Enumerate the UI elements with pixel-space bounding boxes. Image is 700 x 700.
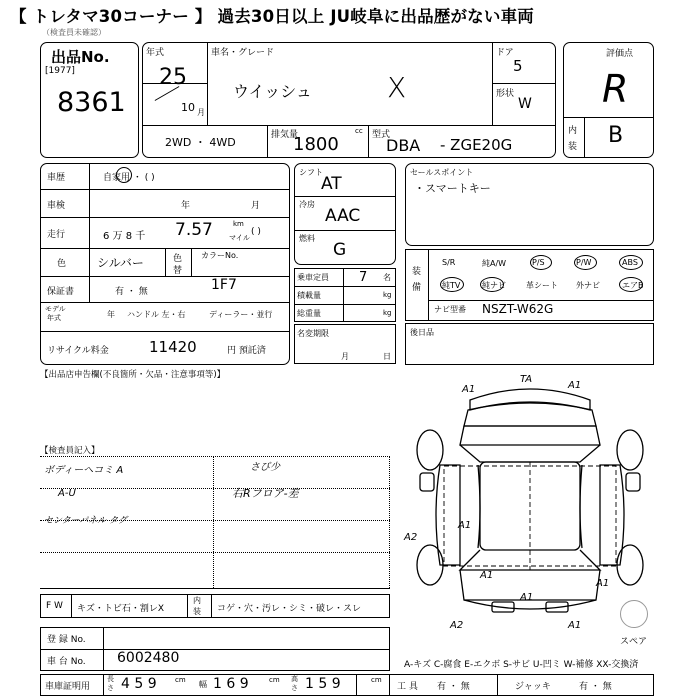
recycle-value: 11420 <box>149 338 197 356</box>
mileage-unit-mile: マイル <box>229 234 250 242</box>
shape-value: W <box>518 96 532 112</box>
after-box <box>405 323 654 365</box>
equip-abs-circle <box>619 255 643 270</box>
fuel-value: G <box>333 240 347 260</box>
load-label: 積載量 <box>297 291 321 300</box>
color-code: 1F7 <box>211 277 237 293</box>
color-value: シルバー <box>97 256 144 270</box>
cert-width: 1 6 9 <box>213 676 249 692</box>
year-month: 10 <box>181 101 195 114</box>
history-circle <box>116 167 132 183</box>
cert-width-unit: cm <box>269 676 280 684</box>
expiry-day: 日 <box>383 352 391 361</box>
shape-label: 形状 <box>496 89 515 99</box>
spec-box <box>294 163 396 265</box>
cert-row <box>40 674 390 696</box>
registration-box <box>40 627 390 671</box>
displacement-value: 1800 <box>293 134 339 155</box>
equipment-label-2: 備 <box>412 283 422 293</box>
equip-airbag: エアB <box>622 281 644 290</box>
cert-length-label: 長さ <box>107 675 114 692</box>
inspection-year: 年 <box>181 201 191 211</box>
fuel-label: 燃料 <box>299 234 315 243</box>
mark-rear-left: A2 <box>450 620 464 631</box>
jack-value: 有 ・ 無 <box>579 682 612 692</box>
capacity-box <box>294 268 396 322</box>
shift-label: シフト <box>299 168 323 177</box>
fw-interior-1: 内 <box>193 596 201 605</box>
tools-label: 工 具 <box>397 682 418 692</box>
mark-front-right: A1 <box>568 380 582 391</box>
mark-rear-bumper: A1 <box>480 570 494 581</box>
chassis-value: 6002480 <box>117 650 180 666</box>
equip-ps: P/S <box>532 258 545 267</box>
warranty-value: 有 ・ 無 <box>115 287 148 297</box>
sales-label: セールスポイント <box>410 168 474 177</box>
fw-label: F W <box>46 601 63 611</box>
equip-ps-circle <box>530 255 552 270</box>
recycle-label: リサイクル料金 <box>47 346 109 356</box>
tools-row <box>356 674 654 696</box>
fw-interior-items: コゲ・穴・汚レ・シミ・破レ・スレ <box>217 604 362 614</box>
cert-height: 1 5 9 <box>305 676 341 692</box>
after-label: 後日品 <box>410 328 434 337</box>
displacement-unit: cc <box>355 127 363 135</box>
cert-height-label: 高さ <box>291 675 298 692</box>
chassis-label: 車 台 No. <box>47 657 86 667</box>
ac-label: 冷房 <box>299 200 315 209</box>
navi-model-label: ナビ型番 <box>434 305 466 314</box>
capacity-value: 7 <box>359 270 368 285</box>
inspection-month: 月 <box>251 201 261 211</box>
model-year-year: 年 <box>107 310 115 319</box>
inspector-right-1: さび少 <box>250 462 280 473</box>
type-prefix: DBA <box>386 136 421 155</box>
expiry-box <box>294 324 396 364</box>
drive-value: 2WD ・ 4WD <box>165 136 236 149</box>
info-box <box>40 163 290 365</box>
spare-label: スペア <box>620 637 648 647</box>
equip-navi: 純ナビ <box>482 281 506 290</box>
inspector-line-1: ボディーヘコミ A <box>44 465 124 476</box>
equipment-label-1: 装 <box>412 267 422 277</box>
mark-rear-center: A1 <box>520 592 534 603</box>
model-grade: X <box>387 71 407 104</box>
lot-label: 出品No. <box>51 48 110 66</box>
mark-rear-right: A1 <box>568 620 582 631</box>
cert-label: 車庫証明用 <box>45 682 91 692</box>
model-label: 車名・グレード <box>211 48 275 58</box>
shift-value: AT <box>321 174 342 194</box>
weight-unit: kg <box>383 309 392 317</box>
equip-ext-navi: 外ナビ <box>576 281 600 290</box>
equip-navi-circle <box>480 277 504 292</box>
equip-sr: S/R <box>442 258 456 267</box>
inspector-line-3: センターパネル タグ <box>44 516 128 526</box>
mark-front-left: A1 <box>462 384 476 395</box>
expiry-month: 月 <box>341 352 349 361</box>
equip-pw: P/W <box>576 258 592 267</box>
history-label: 車歴 <box>47 173 66 183</box>
mileage-hw: 7.57 <box>175 220 213 240</box>
expiry-label: 名変期限 <box>297 329 329 338</box>
legend: A-キズ C-腐食 E-エクボ S-サビ U-凹ミ W-補修 XX-交換済 <box>404 660 639 670</box>
cert-length-unit: cm <box>175 676 186 684</box>
sales-box <box>405 163 654 246</box>
model-year-handle: ハンドル 左・右 <box>127 310 186 319</box>
capacity-label: 乗車定員 <box>297 273 329 282</box>
interior-label-1: 内 <box>568 126 578 136</box>
equipment-box <box>405 249 654 321</box>
mileage-label: 走行 <box>47 230 66 240</box>
warranty-label: 保証書 <box>47 287 75 297</box>
recycle-unit: 円 預託済 <box>227 346 266 356</box>
score-label: 評価点 <box>606 49 634 59</box>
score-value: R <box>602 67 629 111</box>
header-title: 【 トレタマ30コーナー 】 過去30日以上 JU岐阜に出品歴がない車両 <box>10 7 534 26</box>
cert-width-label: 幅 <box>199 680 207 689</box>
color-code-label: カラーNo. <box>201 251 239 260</box>
displacement-label: 排気量 <box>271 130 299 140</box>
registration-label: 登 録 No. <box>47 635 86 645</box>
inspection-label: 車検 <box>47 201 66 211</box>
sales-value: ・スマートキー <box>414 182 491 195</box>
vehicle-box <box>142 42 556 158</box>
mark-left-body: A1 <box>458 520 472 531</box>
doors-value: 5 <box>513 57 523 75</box>
equip-tv: 純TV <box>442 281 461 290</box>
spare-tire-icon <box>620 600 648 628</box>
notes-title: 【出品店申告欄(不良箇所・欠品・注意事項等)】 <box>40 370 226 380</box>
history-value: 自家用 ・ ( ) <box>103 173 155 183</box>
tools-value: 有 ・ 無 <box>437 682 470 692</box>
type-label: 型式 <box>372 130 391 140</box>
mark-front-center: TA <box>520 374 533 385</box>
load-unit: kg <box>383 291 392 299</box>
header-subtitle: （検査員未確認） <box>42 28 106 37</box>
fw-interior-2: 装 <box>193 607 201 616</box>
equip-airbag-circle <box>619 277 643 292</box>
lot-code: [1977] <box>45 66 75 76</box>
equip-abs: ABS <box>622 258 638 267</box>
equip-tv-circle <box>440 277 464 292</box>
fw-row <box>40 594 390 618</box>
color-label: 色 <box>57 259 67 269</box>
equip-pw-circle <box>574 255 597 270</box>
mark-left-door: A2 <box>404 532 418 543</box>
capacity-unit: 名 <box>383 273 391 282</box>
cert-length: 4 5 9 <box>121 676 157 692</box>
type-code: - ZGE20G <box>440 136 513 154</box>
model-name: ウイッシュ <box>233 82 312 101</box>
jack-label: ジャッキ <box>515 682 551 692</box>
inspector-right-2: 右Rフロア-差 <box>232 487 299 500</box>
year-month-unit: 月 <box>197 108 205 117</box>
weight-label: 総重量 <box>297 309 321 318</box>
year-value: 25 <box>159 65 187 90</box>
navi-model-value: NSZT-W62G <box>482 302 554 316</box>
cert-height-unit: cm <box>371 676 382 684</box>
lot-box <box>40 42 139 158</box>
color-change-2: 替 <box>173 266 183 276</box>
equip-leather: 革シート <box>526 281 558 290</box>
mileage-unit-km: km <box>233 220 244 228</box>
score-box <box>563 42 654 158</box>
interior-value: B <box>608 123 624 148</box>
interior-label-2: 装 <box>568 142 578 152</box>
model-year-label-1: モデル <box>45 305 66 313</box>
lot-number: 8361 <box>57 87 126 118</box>
fw-items: キズ・トビ石・割レX <box>77 604 164 614</box>
inspector-title: 【検査員記入】 <box>40 446 100 456</box>
ac-value: AAC <box>325 206 361 226</box>
inspector-line-2: A-U <box>58 488 76 499</box>
mileage-value: 6 万 8 千 <box>103 231 146 242</box>
car-damage-diagram <box>400 370 660 635</box>
mark-right-rear: A1 <box>596 578 610 589</box>
mileage-paren: ( ) <box>251 227 261 237</box>
equip-aw: 純A/W <box>482 259 507 268</box>
model-year-dealer: ディーラー・並行 <box>209 310 273 319</box>
year-label: 年式 <box>146 48 165 58</box>
model-year-label-2: 年式 <box>47 314 61 322</box>
color-change-1: 色 <box>173 254 183 264</box>
doors-label: ドア <box>496 48 514 58</box>
